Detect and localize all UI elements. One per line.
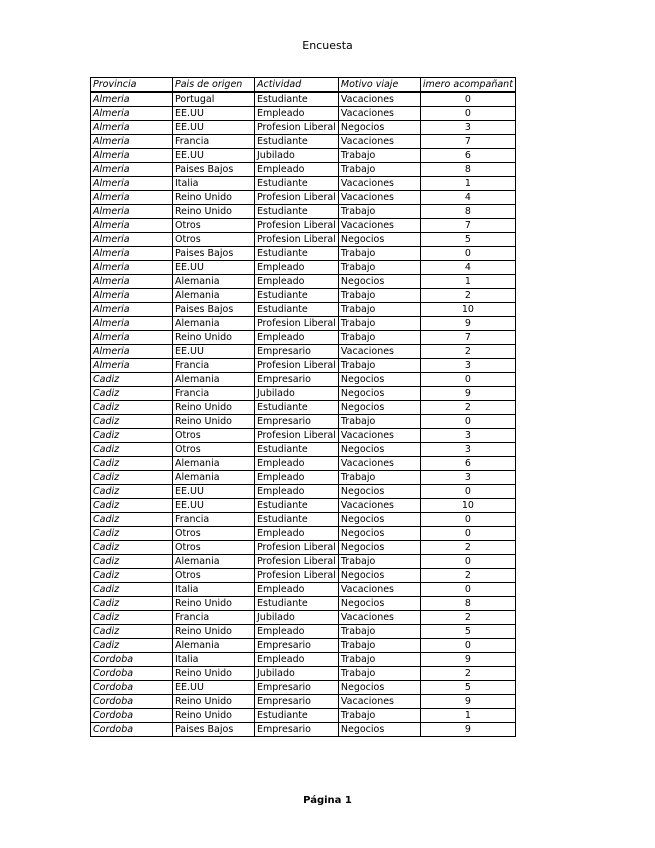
cell-motivo-viaje: Trabajo [338, 555, 420, 569]
cell-numero-acompanantes: 3 [420, 359, 515, 373]
cell-motivo-viaje: Negocios [338, 541, 420, 555]
cell-provincia: Almeria [91, 135, 173, 149]
cell-actividad: Empleado [255, 331, 339, 345]
cell-numero-acompanantes: 6 [420, 149, 515, 163]
cell-pais-origen: Francia [173, 513, 255, 527]
cell-actividad: Estudiante [255, 92, 339, 107]
cell-pais-origen: Paises Bajos [173, 247, 255, 261]
cell-numero-acompanantes: 4 [420, 261, 515, 275]
table-row [91, 429, 516, 443]
cell-motivo-viaje: Vacaciones [338, 135, 420, 149]
cell-actividad: Estudiante [255, 247, 339, 261]
cell-pais-origen: EE.UU [173, 107, 255, 121]
table-row [91, 499, 516, 513]
cell-pais-origen: EE.UU [173, 149, 255, 163]
cell-numero-acompanantes: 2 [420, 569, 515, 583]
cell-actividad: Empleado [255, 583, 339, 597]
table-row [91, 583, 516, 597]
cell-motivo-viaje: Trabajo [338, 667, 420, 681]
cell-motivo-viaje: Negocios [338, 275, 420, 289]
cell-motivo-viaje: Negocios [338, 443, 420, 457]
cell-numero-acompanantes: 3 [420, 443, 515, 457]
table-row [91, 163, 516, 177]
cell-actividad: Estudiante [255, 709, 339, 723]
cell-numero-acompanantes: 7 [420, 135, 515, 149]
cell-pais-origen: Alemania [173, 555, 255, 569]
table-row [91, 275, 516, 289]
cell-pais-origen: EE.UU [173, 121, 255, 135]
table-row [91, 457, 516, 471]
table-row [91, 443, 516, 457]
cell-motivo-viaje: Trabajo [338, 709, 420, 723]
cell-numero-acompanantes: 10 [420, 303, 515, 317]
table-row [91, 233, 516, 247]
table-row [91, 611, 516, 625]
cell-motivo-viaje: Trabajo [338, 653, 420, 667]
cell-numero-acompanantes: 9 [420, 653, 515, 667]
cell-actividad: Profesion Liberal [255, 317, 339, 331]
table-row [91, 107, 516, 121]
cell-actividad: Estudiante [255, 303, 339, 317]
cell-pais-origen: Alemania [173, 639, 255, 653]
header-actividad: Actividad [255, 78, 339, 93]
cell-provincia: Cadiz [91, 583, 173, 597]
cell-actividad: Profesion Liberal [255, 121, 339, 135]
cell-pais-origen: Paises Bajos [173, 723, 255, 737]
cell-numero-acompanantes: 3 [420, 471, 515, 485]
cell-actividad: Profesion Liberal [255, 191, 339, 205]
cell-motivo-viaje: Trabajo [338, 331, 420, 345]
table-row [91, 121, 516, 135]
cell-actividad: Empresario [255, 695, 339, 709]
cell-numero-acompanantes: 9 [420, 387, 515, 401]
cell-actividad: Profesion Liberal [255, 429, 339, 443]
cell-pais-origen: Otros [173, 527, 255, 541]
cell-provincia: Almeria [91, 317, 173, 331]
cell-numero-acompanantes: 3 [420, 121, 515, 135]
cell-provincia: Almeria [91, 163, 173, 177]
table-row [91, 681, 516, 695]
cell-motivo-viaje: Trabajo [338, 317, 420, 331]
cell-numero-acompanantes: 9 [420, 695, 515, 709]
cell-motivo-viaje: Negocios [338, 597, 420, 611]
cell-actividad: Estudiante [255, 205, 339, 219]
cell-motivo-viaje: Trabajo [338, 639, 420, 653]
table-row [91, 373, 516, 387]
cell-motivo-viaje: Vacaciones [338, 219, 420, 233]
cell-numero-acompanantes: 0 [420, 583, 515, 597]
cell-pais-origen: Otros [173, 233, 255, 247]
table-row [91, 415, 516, 429]
cell-actividad: Empleado [255, 261, 339, 275]
cell-provincia: Cordoba [91, 723, 173, 737]
cell-numero-acompanantes: 6 [420, 457, 515, 471]
cell-numero-acompanantes: 3 [420, 429, 515, 443]
cell-actividad: Jubilado [255, 611, 339, 625]
table-row [91, 177, 516, 191]
cell-pais-origen: Otros [173, 219, 255, 233]
cell-provincia: Cordoba [91, 653, 173, 667]
table-row [91, 667, 516, 681]
cell-provincia: Cordoba [91, 667, 173, 681]
cell-actividad: Profesion Liberal [255, 541, 339, 555]
table-row [91, 555, 516, 569]
cell-provincia: Cadiz [91, 457, 173, 471]
page-title: Encuesta [302, 39, 353, 52]
cell-motivo-viaje: Vacaciones [338, 92, 420, 107]
cell-numero-acompanantes: 0 [420, 92, 515, 107]
header-numero-acompanantes: imero acompañant [420, 78, 515, 93]
cell-actividad: Empleado [255, 457, 339, 471]
table-row [91, 513, 516, 527]
cell-actividad: Profesion Liberal [255, 569, 339, 583]
cell-pais-origen: Reino Unido [173, 331, 255, 345]
cell-actividad: Jubilado [255, 667, 339, 681]
cell-pais-origen: EE.UU [173, 485, 255, 499]
table-row [91, 485, 516, 499]
cell-pais-origen: Alemania [173, 275, 255, 289]
cell-provincia: Cadiz [91, 485, 173, 499]
header-pais-origen: Pais de origen [173, 78, 255, 93]
cell-provincia: Cordoba [91, 695, 173, 709]
cell-provincia: Almeria [91, 247, 173, 261]
cell-motivo-viaje: Negocios [338, 401, 420, 415]
cell-pais-origen: EE.UU [173, 261, 255, 275]
cell-pais-origen: Reino Unido [173, 401, 255, 415]
cell-pais-origen: Alemania [173, 317, 255, 331]
cell-pais-origen: Italia [173, 177, 255, 191]
cell-actividad: Jubilado [255, 387, 339, 401]
cell-numero-acompanantes: 9 [420, 723, 515, 737]
cell-actividad: Empleado [255, 471, 339, 485]
cell-provincia: Cadiz [91, 429, 173, 443]
cell-pais-origen: EE.UU [173, 499, 255, 513]
cell-provincia: Almeria [91, 275, 173, 289]
cell-actividad: Empresario [255, 681, 339, 695]
cell-motivo-viaje: Trabajo [338, 625, 420, 639]
table-row [91, 247, 516, 261]
cell-actividad: Profesion Liberal [255, 359, 339, 373]
cell-actividad: Empresario [255, 345, 339, 359]
cell-actividad: Profesion Liberal [255, 555, 339, 569]
cell-numero-acompanantes: 1 [420, 709, 515, 723]
cell-provincia: Almeria [91, 261, 173, 275]
cell-actividad: Estudiante [255, 443, 339, 457]
table-row [91, 639, 516, 653]
cell-pais-origen: Francia [173, 135, 255, 149]
cell-provincia: Cadiz [91, 443, 173, 457]
cell-actividad: Profesion Liberal [255, 233, 339, 247]
table-row [91, 695, 516, 709]
cell-actividad: Estudiante [255, 513, 339, 527]
cell-provincia: Cadiz [91, 373, 173, 387]
cell-numero-acompanantes: 7 [420, 331, 515, 345]
cell-provincia: Cadiz [91, 541, 173, 555]
cell-pais-origen: Francia [173, 387, 255, 401]
cell-provincia: Almeria [91, 107, 173, 121]
cell-actividad: Empleado [255, 653, 339, 667]
cell-pais-origen: Reino Unido [173, 597, 255, 611]
cell-numero-acompanantes: 8 [420, 597, 515, 611]
cell-motivo-viaje: Negocios [338, 569, 420, 583]
cell-provincia: Almeria [91, 303, 173, 317]
cell-pais-origen: EE.UU [173, 681, 255, 695]
cell-provincia: Cadiz [91, 569, 173, 583]
cell-numero-acompanantes: 1 [420, 177, 515, 191]
cell-numero-acompanantes: 2 [420, 345, 515, 359]
cell-motivo-viaje: Trabajo [338, 205, 420, 219]
cell-motivo-viaje: Trabajo [338, 471, 420, 485]
cell-pais-origen: Francia [173, 611, 255, 625]
cell-pais-origen: Paises Bajos [173, 163, 255, 177]
cell-motivo-viaje: Trabajo [338, 261, 420, 275]
cell-provincia: Cadiz [91, 415, 173, 429]
cell-pais-origen: Italia [173, 653, 255, 667]
cell-numero-acompanantes: 2 [420, 667, 515, 681]
cell-numero-acompanantes: 8 [420, 163, 515, 177]
table-row [91, 149, 516, 163]
cell-provincia: Almeria [91, 205, 173, 219]
table-row [91, 92, 516, 107]
cell-pais-origen: Otros [173, 541, 255, 555]
cell-motivo-viaje: Negocios [338, 723, 420, 737]
cell-motivo-viaje: Negocios [338, 485, 420, 499]
page-footer: Página 1 [303, 795, 352, 806]
cell-provincia: Almeria [91, 92, 173, 107]
cell-motivo-viaje: Trabajo [338, 247, 420, 261]
table-row [91, 401, 516, 415]
cell-numero-acompanantes: 0 [420, 373, 515, 387]
cell-motivo-viaje: Vacaciones [338, 499, 420, 513]
cell-actividad: Estudiante [255, 289, 339, 303]
table-row [91, 709, 516, 723]
table-row [91, 723, 516, 737]
cell-pais-origen: Reino Unido [173, 625, 255, 639]
cell-motivo-viaje: Vacaciones [338, 429, 420, 443]
cell-motivo-viaje: Vacaciones [338, 345, 420, 359]
table-row [91, 359, 516, 373]
cell-actividad: Estudiante [255, 177, 339, 191]
cell-pais-origen: Otros [173, 443, 255, 457]
cell-actividad: Empleado [255, 163, 339, 177]
cell-actividad: Empleado [255, 275, 339, 289]
table-row [91, 135, 516, 149]
cell-actividad: Profesion Liberal [255, 219, 339, 233]
table-body [91, 92, 516, 737]
header-motivo-viaje: Motivo viaje [338, 78, 420, 93]
cell-provincia: Cadiz [91, 401, 173, 415]
cell-numero-acompanantes: 0 [420, 415, 515, 429]
cell-motivo-viaje: Vacaciones [338, 177, 420, 191]
cell-provincia: Cadiz [91, 555, 173, 569]
table-row [91, 527, 516, 541]
cell-pais-origen: Reino Unido [173, 191, 255, 205]
table-row [91, 569, 516, 583]
cell-provincia: Cadiz [91, 639, 173, 653]
cell-pais-origen: Portugal [173, 92, 255, 107]
cell-numero-acompanantes: 0 [420, 527, 515, 541]
cell-motivo-viaje: Trabajo [338, 149, 420, 163]
cell-numero-acompanantes: 2 [420, 289, 515, 303]
cell-pais-origen: Otros [173, 569, 255, 583]
cell-provincia: Almeria [91, 149, 173, 163]
cell-actividad: Empresario [255, 639, 339, 653]
cell-actividad: Empresario [255, 415, 339, 429]
survey-table [90, 77, 516, 737]
cell-pais-origen: Alemania [173, 457, 255, 471]
cell-provincia: Almeria [91, 345, 173, 359]
cell-provincia: Cadiz [91, 625, 173, 639]
cell-motivo-viaje: Vacaciones [338, 583, 420, 597]
cell-motivo-viaje: Negocios [338, 681, 420, 695]
cell-actividad: Empleado [255, 625, 339, 639]
cell-provincia: Almeria [91, 289, 173, 303]
cell-provincia: Cadiz [91, 611, 173, 625]
table-row [91, 345, 516, 359]
cell-pais-origen: EE.UU [173, 345, 255, 359]
cell-pais-origen: Italia [173, 583, 255, 597]
cell-provincia: Almeria [91, 359, 173, 373]
header-row [91, 78, 516, 93]
cell-numero-acompanantes: 5 [420, 625, 515, 639]
table-row [91, 191, 516, 205]
cell-motivo-viaje: Negocios [338, 121, 420, 135]
cell-provincia: Almeria [91, 121, 173, 135]
cell-numero-acompanantes: 8 [420, 205, 515, 219]
cell-actividad: Estudiante [255, 499, 339, 513]
table-row [91, 317, 516, 331]
header-provincia: Provincia [91, 78, 173, 93]
cell-pais-origen: Reino Unido [173, 415, 255, 429]
cell-provincia: Cadiz [91, 499, 173, 513]
cell-motivo-viaje: Negocios [338, 373, 420, 387]
table-row [91, 387, 516, 401]
table-row [91, 303, 516, 317]
table-row [91, 205, 516, 219]
table-row [91, 653, 516, 667]
cell-numero-acompanantes: 2 [420, 541, 515, 555]
table-row [91, 219, 516, 233]
table-row [91, 625, 516, 639]
cell-motivo-viaje: Trabajo [338, 415, 420, 429]
cell-provincia: Cadiz [91, 597, 173, 611]
cell-actividad: Estudiante [255, 135, 339, 149]
cell-provincia: Cadiz [91, 387, 173, 401]
cell-motivo-viaje: Negocios [338, 233, 420, 247]
cell-actividad: Estudiante [255, 597, 339, 611]
cell-motivo-viaje: Vacaciones [338, 457, 420, 471]
table-row [91, 261, 516, 275]
cell-numero-acompanantes: 10 [420, 499, 515, 513]
cell-numero-acompanantes: 0 [420, 247, 515, 261]
cell-numero-acompanantes: 0 [420, 639, 515, 653]
cell-provincia: Cordoba [91, 681, 173, 695]
cell-actividad: Empleado [255, 107, 339, 121]
cell-motivo-viaje: Trabajo [338, 289, 420, 303]
cell-pais-origen: Paises Bajos [173, 303, 255, 317]
cell-numero-acompanantes: 4 [420, 191, 515, 205]
cell-numero-acompanantes: 5 [420, 681, 515, 695]
cell-numero-acompanantes: 1 [420, 275, 515, 289]
cell-actividad: Estudiante [255, 401, 339, 415]
cell-actividad: Empresario [255, 373, 339, 387]
cell-pais-origen: Reino Unido [173, 205, 255, 219]
cell-motivo-viaje: Vacaciones [338, 191, 420, 205]
cell-motivo-viaje: Trabajo [338, 303, 420, 317]
cell-numero-acompanantes: 2 [420, 401, 515, 415]
cell-numero-acompanantes: 0 [420, 485, 515, 499]
cell-provincia: Cadiz [91, 471, 173, 485]
table-row [91, 541, 516, 555]
cell-actividad: Empresario [255, 723, 339, 737]
cell-provincia: Almeria [91, 331, 173, 345]
cell-motivo-viaje: Vacaciones [338, 611, 420, 625]
cell-numero-acompanantes: 2 [420, 611, 515, 625]
cell-numero-acompanantes: 7 [420, 219, 515, 233]
cell-pais-origen: Otros [173, 429, 255, 443]
cell-provincia: Cadiz [91, 513, 173, 527]
cell-pais-origen: Alemania [173, 373, 255, 387]
cell-provincia: Almeria [91, 233, 173, 247]
cell-actividad: Empleado [255, 527, 339, 541]
table-row [91, 331, 516, 345]
cell-motivo-viaje: Negocios [338, 513, 420, 527]
cell-numero-acompanantes: 0 [420, 107, 515, 121]
cell-pais-origen: Alemania [173, 471, 255, 485]
cell-numero-acompanantes: 9 [420, 317, 515, 331]
cell-pais-origen: Francia [173, 359, 255, 373]
cell-numero-acompanantes: 0 [420, 513, 515, 527]
cell-pais-origen: Alemania [173, 289, 255, 303]
table-row [91, 597, 516, 611]
table-row [91, 471, 516, 485]
cell-pais-origen: Reino Unido [173, 709, 255, 723]
cell-motivo-viaje: Negocios [338, 527, 420, 541]
cell-numero-acompanantes: 5 [420, 233, 515, 247]
cell-actividad: Empleado [255, 485, 339, 499]
cell-motivo-viaje: Vacaciones [338, 695, 420, 709]
cell-provincia: Almeria [91, 191, 173, 205]
cell-motivo-viaje: Trabajo [338, 359, 420, 373]
cell-pais-origen: Reino Unido [173, 667, 255, 681]
table-row [91, 289, 516, 303]
cell-pais-origen: Reino Unido [173, 695, 255, 709]
cell-provincia: Cadiz [91, 527, 173, 541]
cell-provincia: Almeria [91, 219, 173, 233]
cell-motivo-viaje: Negocios [338, 387, 420, 401]
cell-provincia: Almeria [91, 177, 173, 191]
cell-motivo-viaje: Vacaciones [338, 107, 420, 121]
cell-numero-acompanantes: 0 [420, 555, 515, 569]
cell-provincia: Cordoba [91, 709, 173, 723]
cell-actividad: Jubilado [255, 149, 339, 163]
cell-motivo-viaje: Trabajo [338, 163, 420, 177]
